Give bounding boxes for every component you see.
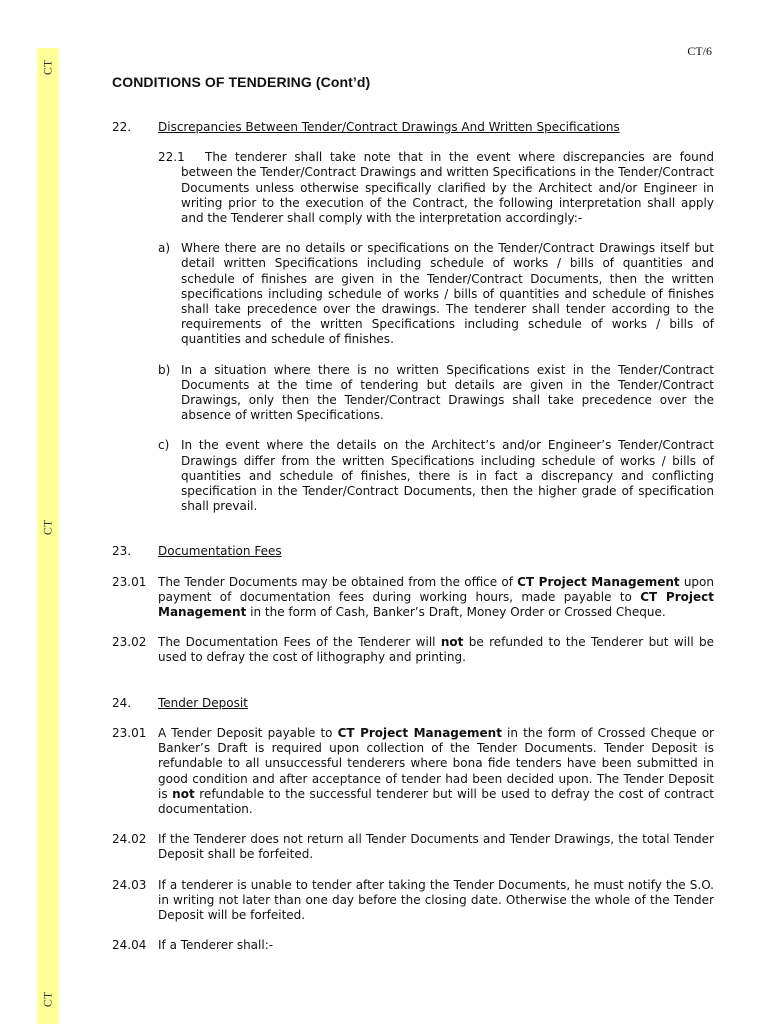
section-title: Tender Deposit xyxy=(158,695,248,710)
page-title: CONDITIONS OF TENDERING (Cont’d) xyxy=(112,74,371,90)
item-text: In a situation where there is no written Specifications exist in the Tender/Contract Documents at the time of tendering but details are given in the Tender/Contract Drawings, only then the Tender/Contract Drawings shall take precedence over the absence of written Specifications. xyxy=(181,362,714,423)
text-run: The Tender Documents may be obtained from the office of xyxy=(158,574,518,589)
clause-text xyxy=(158,635,714,665)
clause-text: If a Tenderer shall:- xyxy=(158,938,274,953)
section-number: 24. xyxy=(112,695,132,710)
company-name: CT Project Management xyxy=(337,725,502,740)
section-23-heading xyxy=(112,544,714,559)
clause-number: 24.04 xyxy=(112,938,147,953)
clause-23-02 xyxy=(112,635,714,665)
clause-22-a xyxy=(158,241,714,347)
clause-23-01 xyxy=(112,575,714,621)
side-mark-bottom: CT xyxy=(40,991,55,1008)
item-text: In the event where the details on the Architect’s and/or Engineer’s Tender/Contract Drawings differ from the written Specifications including schedule of works / bills of quantities and schedule of finishes, there is in fact a discrepancy and conflicting specification in the Tender/Contract Documents, then the higher grade of specification shall prevail. xyxy=(181,438,714,514)
company-name: CT Project Management xyxy=(517,574,680,589)
clause-number: 23.02 xyxy=(112,635,147,650)
text-run: The Documentation Fees of the Tenderer will xyxy=(158,635,441,650)
company-name: CT Project Management xyxy=(158,589,714,620)
clause-22-c xyxy=(158,438,714,514)
clause-number: 23.01 xyxy=(112,725,147,740)
side-mark-top: CT xyxy=(40,59,55,76)
item-letter: b) xyxy=(158,362,171,377)
item-letter: c) xyxy=(158,438,170,453)
text-run: in the form of Crossed Cheque or Banker’s Draft is required upon collection of the Tender Documents. Tender Deposit is refundable to all unsuccessful tenderers where bona fide tenders have been submitted in good condition and after acceptance of tender had been decided upon. The Tender Deposit is xyxy=(158,725,714,801)
item-letter: a) xyxy=(158,241,171,256)
clause-22-b xyxy=(158,363,714,424)
clause-22-1 xyxy=(158,150,714,226)
clause-text xyxy=(158,575,714,621)
clause-24-03 xyxy=(112,878,714,924)
document-body xyxy=(112,120,714,953)
page-reference: CT/6 xyxy=(687,44,712,58)
text-run: A Tender Deposit payable to xyxy=(158,725,338,740)
text-run: upon payment of documentation fees during working hours, made payable to xyxy=(158,574,714,604)
text-run: refundable to the successful tenderer but will be used to defray the cost of contract documentation. xyxy=(158,786,714,816)
clause-text: The tenderer shall take note that in the event where discrepancies are found between the Tender/Contract Drawings and written Specifications in the Tender/Contract Documents unless otherwise specifically clarified by the Architect and/or Engineer in writing prior to the execution of the Contract, the following interpretation shall apply and the Tenderer shall comply with the interpretation accordingly:- xyxy=(181,150,714,226)
item-text: Where there are no details or specifications on the Tender/Contract Drawings itself but detail written Specifications including schedule of works / bills of quantities and schedule of finishes are given in the Tender/Contract Documents, then the written specifications including schedule of works / bills of quantities and schedule of finishes shall take precedence over the drawings. The tenderer shall tender according to the requirements of the written Specifications including schedule of works / bills of quantities and schedule of finishes. xyxy=(181,241,714,347)
clause-number: 24.02 xyxy=(112,832,147,847)
clause-text: If the Tenderer does not return all Tender Documents and Tender Drawings, the total Tender Deposit shall be forfeited. xyxy=(158,832,714,862)
text-run: be refunded to the Tenderer but will be used to defray the cost of lithography and printing. xyxy=(158,635,715,665)
section-title: Documentation Fees xyxy=(158,544,282,559)
clause-24-04 xyxy=(112,938,714,953)
clause-number: 24.03 xyxy=(112,877,147,892)
clause-24-02 xyxy=(112,832,714,862)
clause-number: 22.1 xyxy=(158,150,185,165)
section-24-heading xyxy=(112,696,714,711)
section-22-heading xyxy=(112,120,714,135)
section-number: 23. xyxy=(112,544,132,559)
section-title: Discrepancies Between Tender/Contract Drawings And Written Specifications xyxy=(158,120,620,134)
text-run: in the form of Cash, Banker’s Draft, Money Order or Crossed Cheque. xyxy=(246,605,666,620)
emphasis-text: not xyxy=(172,786,195,801)
section-number: 22. xyxy=(112,120,132,134)
clause-text xyxy=(158,726,714,817)
clause-number: 23.01 xyxy=(112,574,147,589)
side-margin-bar xyxy=(37,48,59,1024)
side-mark-middle: CT xyxy=(40,519,55,536)
clause-text: If a tenderer is unable to tender after taking the Tender Documents, he must notify the S.O. in writing not later than one day before the closing date. Otherwise the whole of the Tender Deposit will be forfeited. xyxy=(158,877,714,922)
clause-24-01 xyxy=(112,726,714,817)
emphasis-text: not xyxy=(440,635,464,650)
